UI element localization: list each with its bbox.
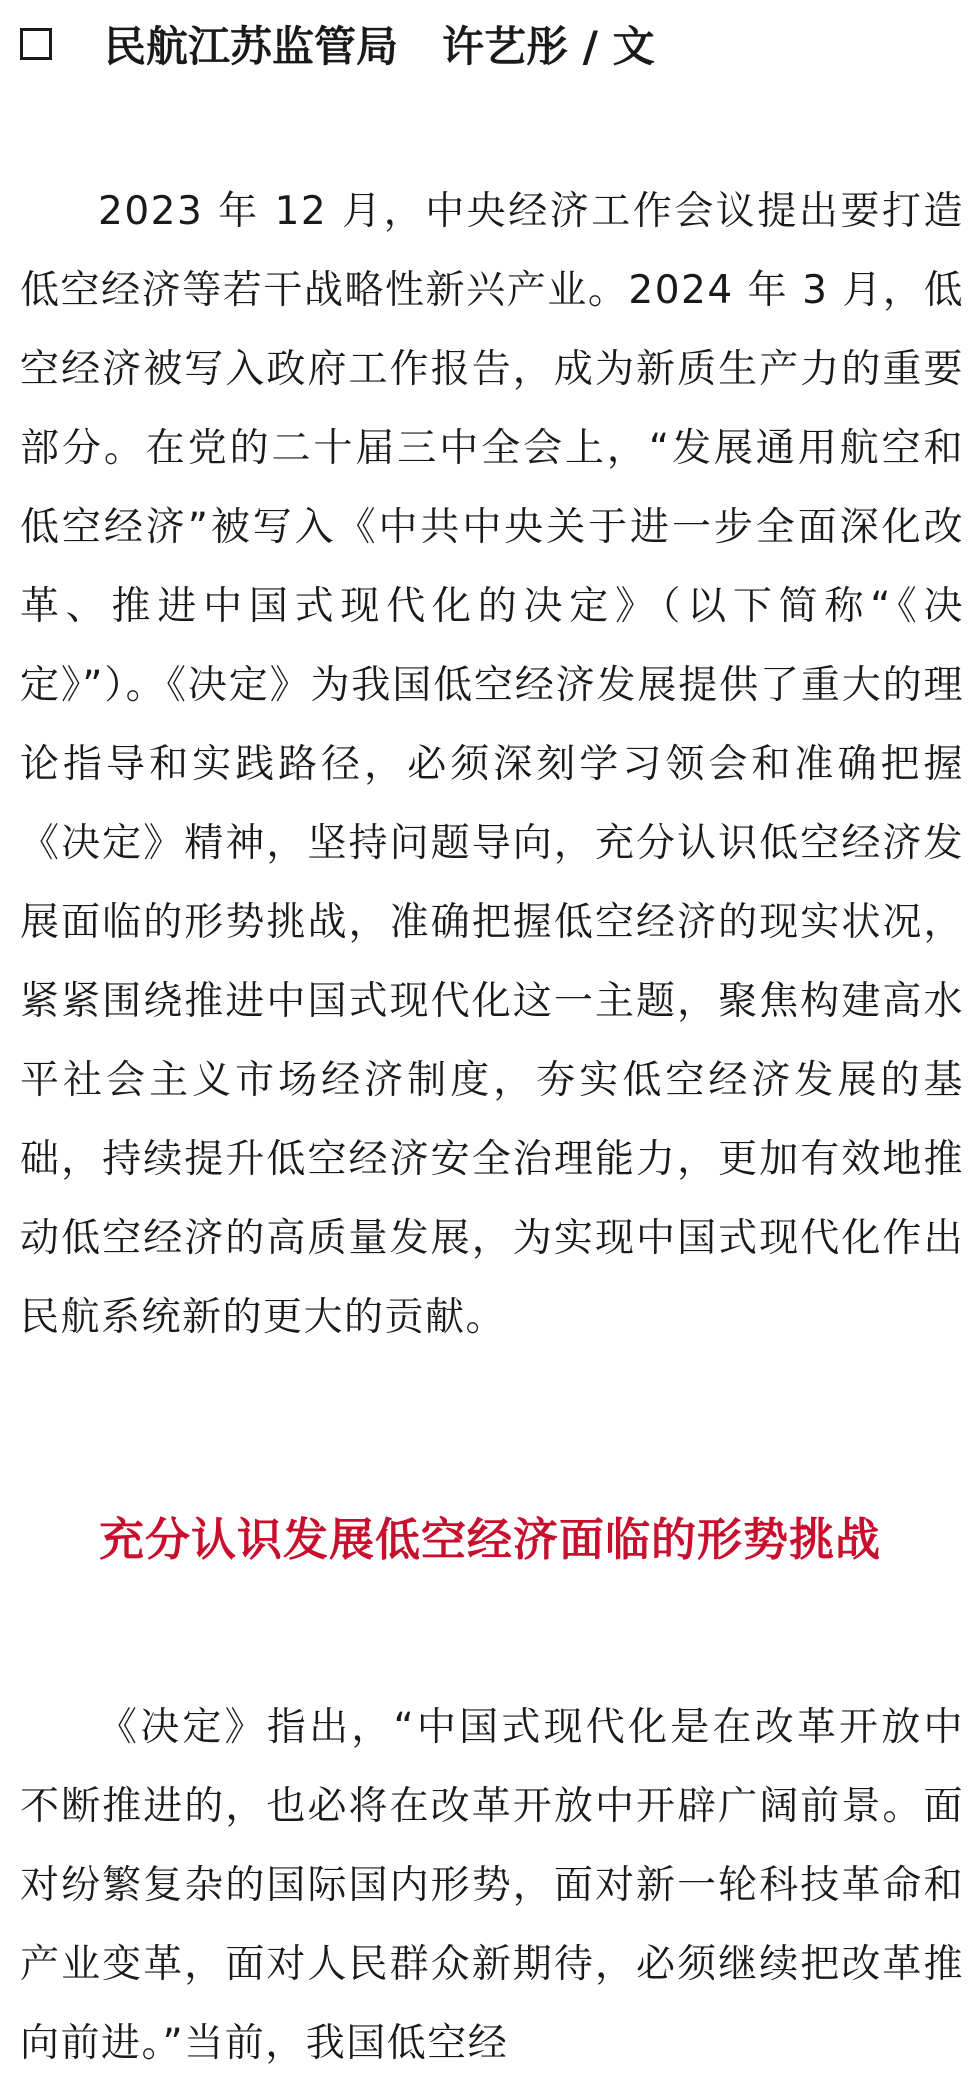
checkbox-square-icon [20,28,52,60]
byline-author: 许艺彤 / 文 [442,22,655,71]
body-paragraph-1: 2023 年 12 月，中央经济工作会议提出要打造低空经济等若干战略性新兴产业。2024 年 3 月，低空经济被写入政府工作报告，成为新质生产力的重要部分。在党的二十届三中全会上，“发展通用航空和低空经济”被写入《中共中央关于进一步全面深化改革、推进中国式现代化的决定》（以下简称“《决定》”）。《决定》为我国低空经济发展提供了重大的理论指导和实践路径，必须深刻学习领会和准确把握《决定》精神，坚持问题导向，充分认识低空经济发展面临的形势挑战，准确把握低空经济的现实状况，紧紧围绕推进中国式现代化这一主题，聚焦构建高水平社会主义市场经济制度，夯实低空经济发展的基础，持续提升低空经济安全治理能力，更加有效地推动低空经济的高质量发展，为实现中国式现代化作出民航系统新的更大的贡献。 [20,189,964,1340]
body-paragraph-2: 《决定》指出，“中国式现代化是在改革开放中不断推进的，也必将在改革开放中开辟广阔前景。面对纷繁复杂的国际国内形势，面对新一轮科技革命和产业变革，面对人民群众新期待，必须继续把改革推向前进。”当前，我国低空经 [20,1705,964,2066]
byline [20,14,655,74]
section-heading: 充分认识发展低空经济面临的形势挑战 [98,1513,881,1566]
byline-organization: 民航江苏监管局 [104,22,399,71]
